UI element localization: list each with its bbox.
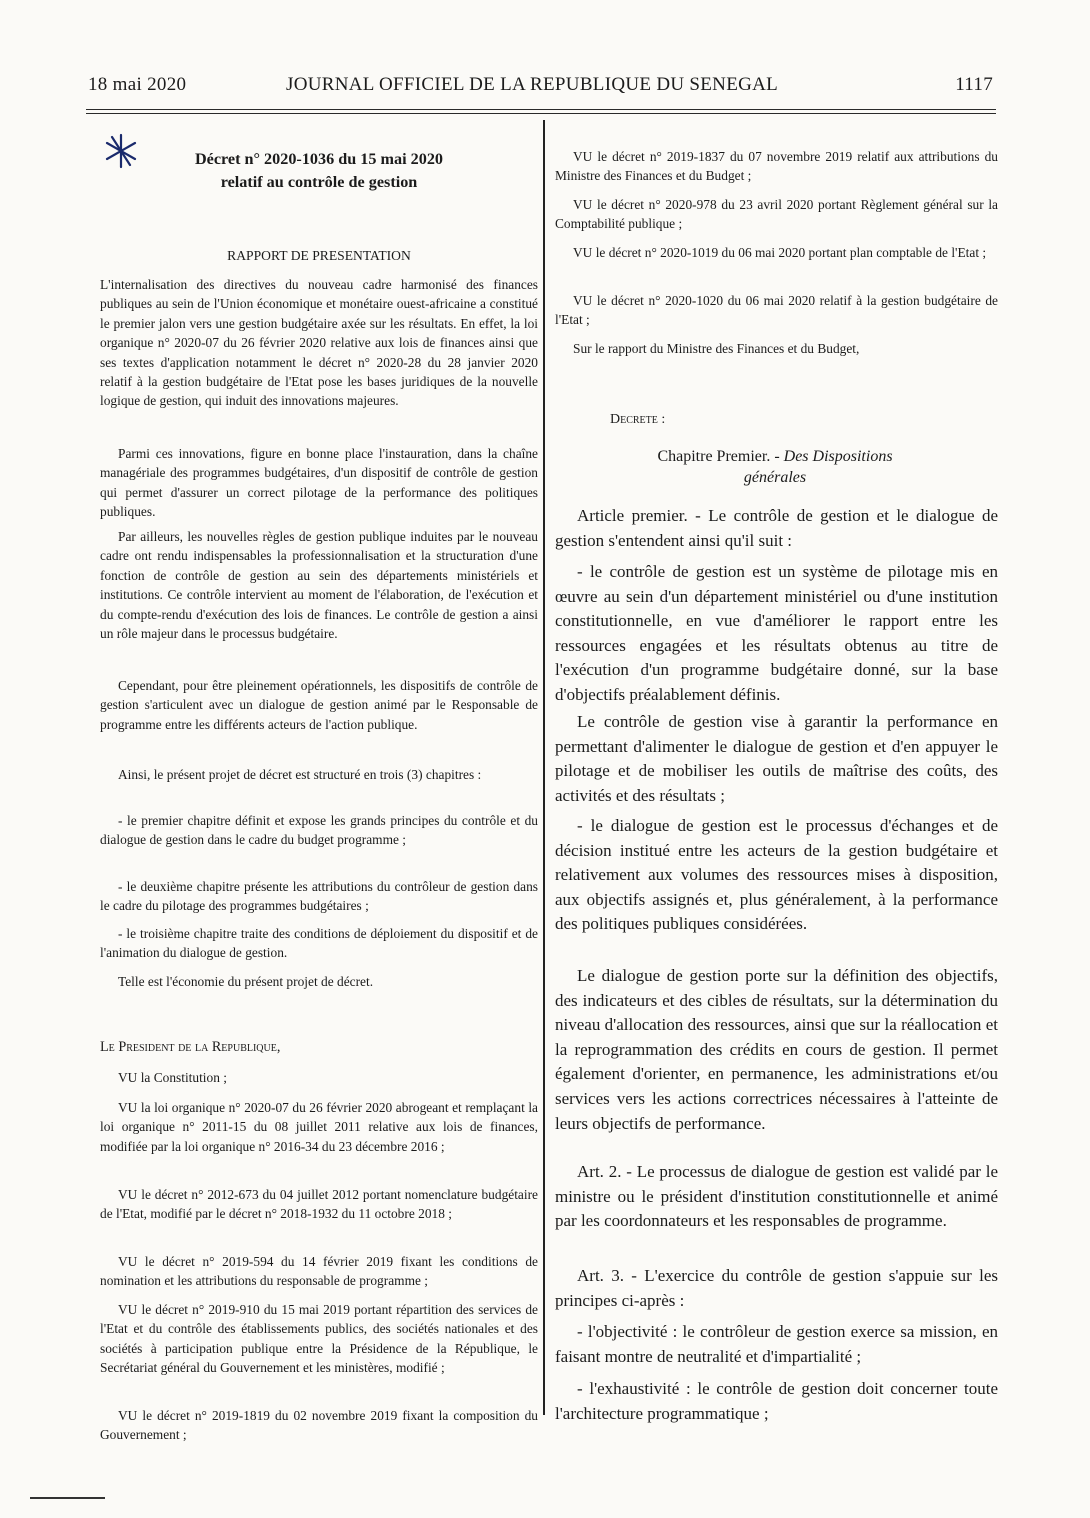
visa-decret-2012-673: VU le décret n° 2012-673 du 04 juillet 2012 portant nomenclature budgétaire de l'Etat, modifié par le décret n° 2018-1932 du 11 octobre 2018 ;: [100, 1187, 538, 1222]
rapport-paragraph-2: Parmi ces innovations, figure en bonne place l'instauration, dans la chaîne managériale des programmes budgétaires, d'un dispositif de contrôle de gestion qui permet d'assurer un correct pilotage de la performance des politiques publiques.: [100, 446, 538, 520]
visa-decret-2020-1019: VU le décret n° 2020-1019 du 06 mai 2020 portant plan comptable de l'Etat ;: [573, 245, 987, 260]
article-premier: Article premier. - Le contrôle de gestion et le dialogue de gestion s'entendent ainsi qu'il suit :: [555, 506, 998, 550]
header-date: 18 mai 2020: [88, 74, 187, 95]
rapport-paragraph-4: Cependant, pour être pleinement opérationnels, les dispositifs de contrôle de gestion s'articulent avec un dialogue de gestion animé par le Responsable de programme entre les différents acteurs de l'action publique.: [100, 678, 538, 732]
visa-decret-2019-1819: VU le décret n° 2019-1819 du 02 novembre 2019 fixant la composition du Gouvernement ;: [100, 1408, 538, 1443]
visa-decret-2019-1837: VU le décret n° 2019-1837 du 07 novembre 2019 relatif aux attributions du Ministre des Finances et du Budget ;: [555, 149, 998, 184]
article-premier-paragraph-3: Le dialogue de gestion porte sur la définition des objectifs, des indicateurs et des cibles de résultats, sur la détermination du niveau d'allocation des ressources, ainsi que sur la réallocation et la reprogrammation des crédits en cours de gestion. Il permet également d'orienter, en permanence, les administrations et/ou services vers les actions correctrices nécessaires à l'atteinte de leurs objectifs de performance.: [555, 966, 998, 1133]
article-premier-bullet-2: - le dialogue de gestion est le processus d'échanges et de décision institué entre les acteurs de la gestion budgétaire et relativement aux volumes des ressources mises à disposition, aux objectifs assignés et, plus généralement, à la performance des politiques publiques considérées.: [555, 816, 998, 934]
page-number: 1117: [955, 74, 993, 95]
article-3-bullet-1: - l'objectivité : le contrôleur de gestion exerce sa mission, en faisant montre de neutralité et d'impartialité ;: [555, 1322, 998, 1366]
rapport-conclusion: Telle est l'économie du présent projet de décret.: [118, 974, 374, 989]
article-premier-bullet-1: - le contrôle de gestion est un système de pilotage mis en œuvre au sein d'un département ministériel ou d'une institution constitutionnelle, en vue d'améliorer le rapport entre les ressources engagées et les résultats obtenus au titre de l'exécution d'un programme budgétaire donné, sur la base d'objectifs préalablement définis.: [555, 562, 998, 704]
header-rule-double: [86, 113, 996, 114]
visa-decret-2020-1020: VU le décret n° 2020-1020 du 06 mai 2020 relatif à la gestion budgétaire de l'Etat ;: [555, 293, 998, 328]
article-3: Art. 3. - L'exercice du contrôle de gestion s'appuie sur les principes ci-après :: [555, 1266, 998, 1310]
decrete-heading: Decrete :: [610, 412, 666, 427]
visa-decret-2019-594: VU le décret n° 2019-594 du 14 février 2019 fixant les conditions de nomination et les attributions du responsable de programme ;: [100, 1254, 538, 1289]
president-heading: Le President de la Republique,: [100, 1039, 281, 1055]
visa-loi-organique: VU la loi organique n° 2020-07 du 26 février 2020 abrogeant et remplaçant la loi organique n° 2011-15 du 08 juillet 2011 relative aux lois de finances, modifiée par la loi organique n° 2016-34 du 23 décembre 2016 ;: [100, 1100, 538, 1154]
rapport-paragraph-3: Par ailleurs, les nouvelles règles de gestion publique induites par le nouveau cadre ont rendu indispensables la professionnalisation et la structuration d'une fonction de contrôle de gestion au sein des départements ministériels et institutions. Ce contrôle intervient au moment de l'élaboration, de l'exécution et du compte-rendu d'exécution des lois de finances. Le contrôle de gestion a ainsi un rôle majeur dans le processus budgétaire.: [100, 529, 538, 642]
rapport-paragraph-1: L'internalisation des directives du nouveau cadre harmonisé des finances publiques au sein de l'Union économique et monétaire ouest-africaine a constitué le premier jalon vers une gestion budgétaire axée sur les résultats. En effet, la loi organique n° 2020-07 du 26 février 2020 relative aux lois de finances ainsi que ses textes d'application notamment le décret n° 2020-28 du 28 janvier 2020 relatif à la gestion budgétaire de l'Etat pose les bases juridiques de la nouvelle logique de gestion, qui induit des innovations majeures.: [100, 277, 538, 409]
article-2: Art. 2. - Le processus de dialogue de gestion est validé par le ministre ou le président d'institution constitutionnelle et animé par les coordonnateurs et les responsables de programme.: [555, 1162, 998, 1231]
chapter-prefix: Chapitre Premier. -: [657, 448, 780, 465]
chapter-bullet-1: - le premier chapitre définit et expose les grands principes du contrôle et du dialogue de gestion dans le cadre du budget programme ;: [100, 813, 538, 848]
visa-decret-2019-910: VU le décret n° 2019-910 du 15 mai 2019 portant répartition des services de l'Etat et du contrôle des établissements publics, des sociétés nationales et des sociétés à participation publique entre la Présidence de la République, le Secrétariat général du Gouvernement et les ministères, modifié ;: [100, 1302, 538, 1376]
decree-title-line1: Décret n° 2020-1036 du 15 mai 2020: [194, 150, 444, 168]
rapport-paragraph-5: Ainsi, le présent projet de décret est structuré en trois (3) chapitres :: [118, 767, 482, 782]
decree-title: [100, 148, 538, 194]
chapter-heading: [615, 446, 935, 488]
chapter-title-line1: Des Dispositions: [783, 448, 893, 465]
header-rule: [86, 109, 996, 110]
bottom-edge-mark: [30, 1497, 105, 1499]
visa-decret-2020-978: VU le décret n° 2020-978 du 23 avril 2020 portant Règlement général sur la Comptabilité publique ;: [555, 197, 998, 232]
sur-le-rapport: Sur le rapport du Ministre des Finances et du Budget,: [573, 341, 860, 356]
chapter-bullet-3: - le troisième chapitre traite des conditions de déploiement du dispositif et de l'animation du dialogue de gestion.: [100, 926, 538, 961]
page-header: [88, 74, 993, 104]
article-premier-paragraph-2: Le contrôle de gestion vise à garantir la performance en permettant d'alimenter le dialogue de gestion et d'en appuyer le pilotage et de mobiliser les outils de maîtrise des coûts, des activités et des résultats ;: [555, 712, 998, 805]
chapter-title-line2: générales: [743, 469, 807, 486]
decree-title-line2: relatif au contrôle de gestion: [220, 173, 418, 191]
rapport-heading: RAPPORT DE PRESENTATION: [227, 248, 411, 263]
article-3-bullet-2: - l'exhaustivité : le contrôle de gestion doit concerner toute l'architecture programmatique ;: [555, 1379, 998, 1423]
journal-title: JOURNAL OFFICIEL DE LA REPUBLIQUE DU SENEGAL: [286, 74, 779, 95]
chapter-bullet-2: - le deuxième chapitre présente les attributions du contrôleur de gestion dans le cadre du pilotage des programmes budgétaires ;: [100, 879, 538, 914]
column-divider: [543, 120, 545, 1415]
visa-constitution: VU la Constitution ;: [118, 1070, 227, 1085]
